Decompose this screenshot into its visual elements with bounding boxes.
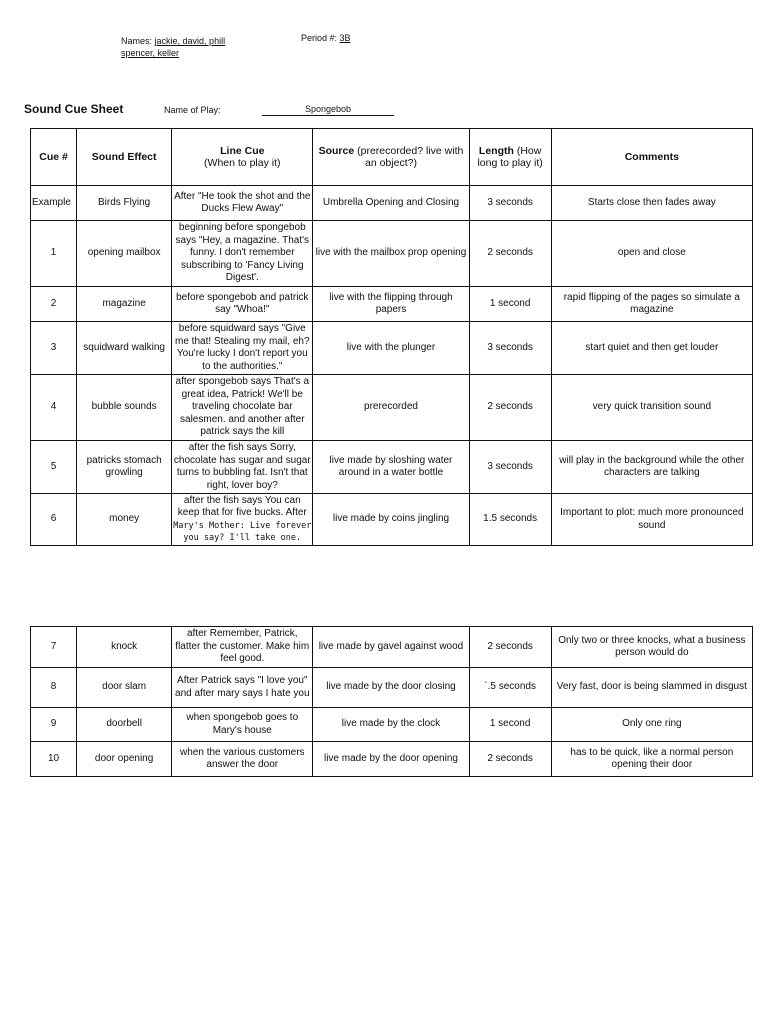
table-row [31,627,753,668]
play-name-value: Spongebob [262,104,394,116]
line-cue [172,494,313,546]
length: 1 second [469,708,551,742]
names-field [121,35,225,59]
cue-number: 6 [31,494,77,546]
line-cue: after spongebob says That's a great idea, Patrick! We'll be traveling chocolate bar salesmen. and another after patrick says the kill [172,375,313,441]
source: live made by coins jingling [313,494,469,546]
source: live made by gavel against wood [313,627,469,668]
source: live made by the clock [313,708,469,742]
sound-effect: squidward walking [77,322,172,375]
source: live made by the door closing [313,668,469,708]
length: 1 second [469,287,551,322]
source-subtitle: (prerecorded? live with an object?) [357,144,464,169]
source: prerecorded [313,375,469,441]
line-cue: After Patrick says "I love you" and after mary says I hate you [172,668,313,708]
col-header-line-cue [172,129,313,186]
table-row [31,668,753,708]
line-cue: when spongebob goes to Mary's house [172,708,313,742]
cue-number: 1 [31,221,77,287]
line-cue-text: after the fish says You can keep that for five bucks. After [177,494,307,518]
sound-cue-table-part-2 [30,626,753,777]
names-line-1: jackie, david, phill [154,36,226,46]
line-cue: After "He took the shot and the Ducks Flew Away" [172,186,313,221]
line-cue: before squidward says "Give me that! Stealing my mail, eh? You're lucky I don't report you to the authorities." [172,322,313,375]
comments: open and close [551,221,752,287]
cue-number: 10 [31,742,77,777]
col-header-source [313,129,469,186]
line-cue-extra: Mary's Mother: Live forever you say? I'll take one. [173,520,312,543]
sound-effect: patricks stomach growling [77,441,172,494]
col-header-cue: Cue # [31,129,77,186]
line-cue-title: Line Cue [220,144,265,157]
table-row [31,186,753,221]
cue-number: 3 [31,322,77,375]
sound-effect: money [77,494,172,546]
cue-number: 5 [31,441,77,494]
sound-effect: knock [77,627,172,668]
length: 1.5 seconds [469,494,551,546]
sheet-title: Sound Cue Sheet [24,102,124,116]
table-row [31,441,753,494]
source: live with the mailbox prop opening [313,221,469,287]
names-line-2: spencer, keller [121,48,180,58]
source: live made by sloshing water around in a water bottle [313,441,469,494]
cue-number: 9 [31,708,77,742]
length: 2 seconds [469,742,551,777]
sound-cue-table-part-1 [30,128,753,546]
table-row [31,375,753,441]
cue-number: 2 [31,287,77,322]
cue-number: 8 [31,668,77,708]
comments: Only two or three knocks, what a business person would do [551,627,752,668]
play-name-label: Name of Play: [164,105,221,115]
source: Umbrella Opening and Closing [313,186,469,221]
cue-number: 7 [31,627,77,668]
comments: will play in the background while the other characters are talking [551,441,752,494]
length: 2 seconds [469,627,551,668]
sound-effect: doorbell [77,708,172,742]
line-cue: before spongebob and patrick say "Whoa!" [172,287,313,322]
col-header-effect: Sound Effect [77,129,172,186]
length: 2 seconds [469,221,551,287]
table-row [31,494,753,546]
line-cue: when the various customers answer the door [172,742,313,777]
sound-effect: bubble sounds [77,375,172,441]
sound-effect: Birds Flying [77,186,172,221]
table-row [31,322,753,375]
length: 2 seconds [469,375,551,441]
table-row [31,221,753,287]
line-cue: after the fish says Sorry, chocolate has sugar and sugar turns to bubbling fat. Isn't that right, lover boy? [172,441,313,494]
comments: has to be quick, like a normal person opening their door [551,742,752,777]
col-header-length [469,129,551,186]
length-title: Length [478,144,514,157]
names-label: Names: [121,36,153,46]
source-title: Source [318,144,355,157]
sound-effect: opening mailbox [77,221,172,287]
length: 3 seconds [469,186,551,221]
line-cue: beginning before spongebob says "Hey, a magazine. That's funny. I don't remember subscribing to 'Fancy Living Digest'. [172,221,313,287]
comments: very quick transition sound [551,375,752,441]
cue-number: 4 [31,375,77,441]
source: live with the plunger [313,322,469,375]
comments: Only one ring [551,708,752,742]
source: live made by the door opening [313,742,469,777]
table-row [31,708,753,742]
col-header-comments: Comments [551,129,752,186]
comments: start quiet and then get louder [551,322,752,375]
cue-number: Example [31,186,77,221]
comments: Important to plot: much more pronounced sound [551,494,752,546]
length: 3 seconds [469,441,551,494]
length: 3 seconds [469,322,551,375]
source: live with the flipping through papers [313,287,469,322]
period-value: 3B [339,33,351,43]
period-field [301,33,351,43]
line-cue: after Remember, Patrick, flatter the customer. Make him feel good. [172,627,313,668]
period-label: Period #: [301,33,338,43]
sound-effect: magazine [77,287,172,322]
table-header-row [31,129,753,186]
sound-effect: door opening [77,742,172,777]
sound-effect: door slam [77,668,172,708]
table-row [31,287,753,322]
line-cue-subtitle: (When to play it) [204,157,281,169]
comments: Very fast, door is being slammed in disgust [551,668,752,708]
table-row [31,742,753,777]
length: `.5 seconds [469,668,551,708]
comments: Starts close then fades away [551,186,752,221]
comments: rapid flipping of the pages so simulate a magazine [551,287,752,322]
length-subtitle: (How long to play it) [477,144,543,169]
